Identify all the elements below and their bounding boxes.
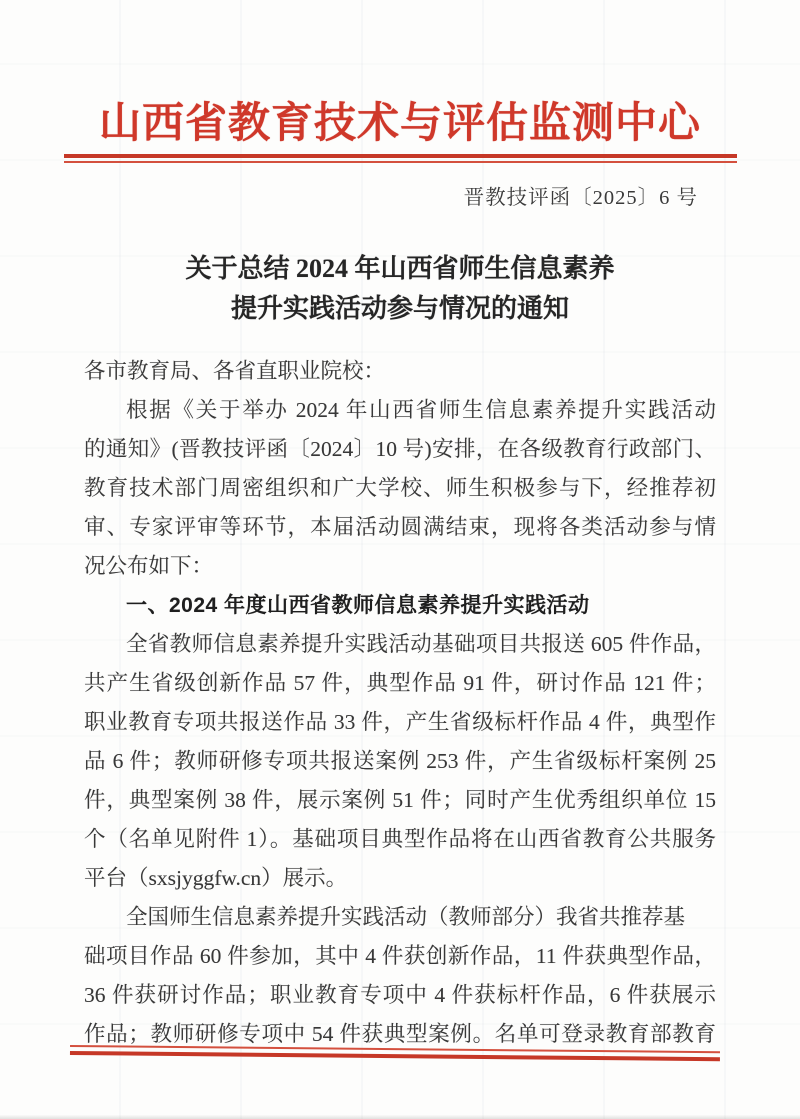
body-line: 平台（sxsjyggfw.cn）展示。 (84, 866, 348, 890)
body-line: 审、专家评审等环节，本届活动圆满结束，现将各类活动参与情 (84, 515, 716, 539)
body-line: 根据《关于举办 2024 年山西省师生信息素养提升实践活动 (126, 398, 716, 422)
document-title (0, 249, 800, 329)
body-line: 36 件获研讨作品；职业教育专项中 4 件获标杆作品，6 件获展示 (84, 983, 716, 1007)
document-number: 晋教技评函〔2025〕6 号 (463, 187, 698, 209)
body-line: 全省教师信息素养提升实践活动基础项目共报送 605 件作品， (126, 632, 716, 656)
agency-name: 山西省教育技术与评估监测中心 (98, 101, 701, 147)
body-line: 职业教育专项共报送作品 33 件，产生省级标杆作品 4 件，典型作 (84, 710, 716, 734)
title-line-2: 提升实践活动参与情况的通知 (230, 294, 569, 323)
body-line: 全国师生信息素养提升实践活动（教师部分）我省共推荐基 (126, 905, 686, 929)
title-line-1: 关于总结 2024 年山西省师生信息素养 (185, 254, 615, 283)
salutation-line: 各市教育局、各省直职业院校： (84, 359, 386, 383)
body-line: 况公布如下： (84, 554, 214, 578)
red-separator-top (64, 154, 737, 163)
body-line: 础项目作品 60 件参加，其中 4 件获创新作品，11 件获典型作品， (84, 944, 716, 968)
body-line: 品 6 件；教师研修专项共报送案例 253 件，产生省级标杆案例 25 (84, 749, 716, 773)
section-heading: 一、2024 年度山西省教师信息素养提升实践活动 (126, 594, 590, 617)
body-line: 个（名单见附件 1）。基础项目典型作品将在山西省教育公共服务 (84, 827, 716, 851)
body-line: 共产生省级创新作品 57 件，典型作品 91 件，研讨作品 121 件； (84, 671, 716, 695)
document-body (84, 352, 716, 1054)
body-line: 教育技术部门周密组织和广大学校、师生积极参与下，经推荐初 (84, 476, 716, 500)
body-line: 件，典型案例 38 件，展示案例 51 件；同时产生优秀组织单位 15 (84, 788, 716, 812)
body-line: 的通知》(晋教技评函〔2024〕10 号)安排，在各级教育行政部门、 (84, 437, 716, 461)
body-line: 作品；教师研修专项中 54 件获典型案例。名单可登录教育部教育 (84, 1022, 716, 1046)
